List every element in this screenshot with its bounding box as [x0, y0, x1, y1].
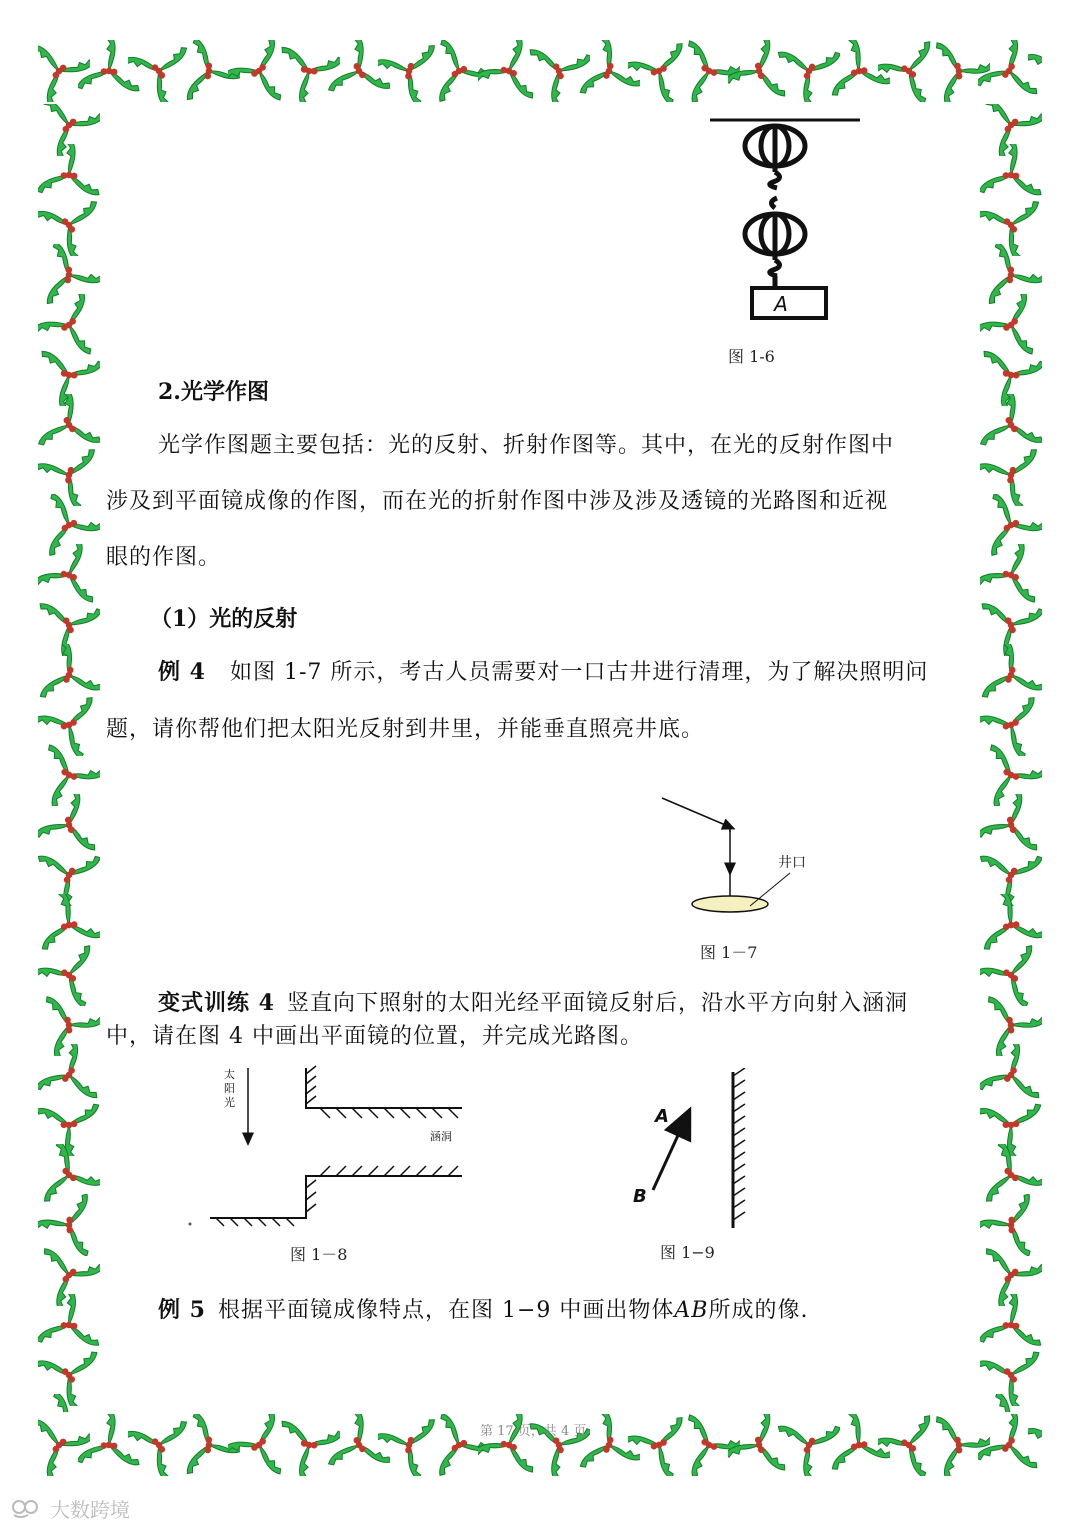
example-5-text-before: 根据平面镜成像特点，在图 1−9 中画出物体	[217, 1298, 675, 1323]
point-b-label: B	[633, 1186, 647, 1207]
culvert-upper-hatch	[306, 1066, 458, 1118]
culvert-upper-wall	[306, 1068, 462, 1108]
example-5-object: AB	[674, 1298, 709, 1323]
sun-label-char-3: 光	[224, 1096, 235, 1109]
example-4-label: 例 4	[158, 659, 206, 685]
well-label-pointer	[750, 873, 790, 906]
example-5-label: 例 5	[158, 1297, 206, 1323]
block-a-label: A	[774, 292, 788, 316]
stray-dot	[189, 1223, 192, 1226]
example-4-line-2: 题，请你帮他们把太阳光反射到井里，并能垂直照亮井底。	[106, 717, 705, 742]
variant-4-text-1: 竖直向下照射的太阳光经平面镜反射后，沿水平方向射入涵洞	[286, 991, 908, 1016]
variant-4-line-2: 中，请在图 4 中画出平面镜的位置，并完成光路图。	[106, 1024, 643, 1049]
figure-1-8-caption: 图 1－8	[290, 1245, 348, 1264]
well-label: 井口	[778, 855, 806, 871]
magnet-lower	[745, 198, 805, 288]
watermark	[10, 1494, 130, 1523]
culvert-lower-wall	[210, 1176, 462, 1218]
figure-1-9	[625, 1068, 755, 1233]
example-4-text-1: 如图 1-7 所示，考古人员需要对一口古井进行清理，为了解决照明问	[229, 660, 929, 685]
figure-1-7	[650, 790, 830, 925]
page-number: 第 17 页，共 4 页	[480, 1424, 587, 1439]
well-opening	[692, 896, 768, 912]
block-a	[752, 288, 826, 318]
figure-1-6-caption: 图 1-6	[728, 347, 775, 366]
sub-heading: （1）光的反射	[150, 606, 298, 632]
figure-1-8	[180, 1058, 480, 1238]
watermark-logo-icon	[10, 1497, 50, 1521]
example-5-line	[158, 1282, 808, 1339]
intro-line-2: 涉及到平面镜成像的作图，而在光的折射作图中涉及涉及透镜的光路图和近视	[106, 489, 889, 514]
figure-1-9-caption: 图 1−9	[660, 1243, 715, 1262]
section-heading: 2.光学作图	[158, 379, 269, 405]
figure-1-7-caption: 图 1－7	[700, 943, 758, 962]
intro-line-1: 光学作图题主要包括：光的反射、折射作图等。其中，在光的反射作图中	[158, 433, 895, 458]
incident-ray	[662, 798, 730, 827]
sun-label-char-2: 阳	[224, 1082, 235, 1095]
intro-line-3: 眼的作图。	[106, 545, 222, 570]
watermark-text: 大数跨境	[50, 1498, 130, 1522]
point-a-label: A	[655, 1106, 669, 1127]
example-4-line-1	[158, 644, 928, 701]
magnet-upper	[745, 124, 805, 188]
object-ab	[653, 1120, 685, 1190]
variant-4-label: 变式训练 4	[158, 990, 275, 1016]
figure-1-6	[700, 110, 890, 335]
culvert-label: 涵洞	[430, 1130, 452, 1143]
example-5-text-after: 所成的像.	[708, 1298, 809, 1323]
sun-label-char-1: 太	[224, 1068, 235, 1081]
mirror-hatch	[733, 1068, 745, 1220]
